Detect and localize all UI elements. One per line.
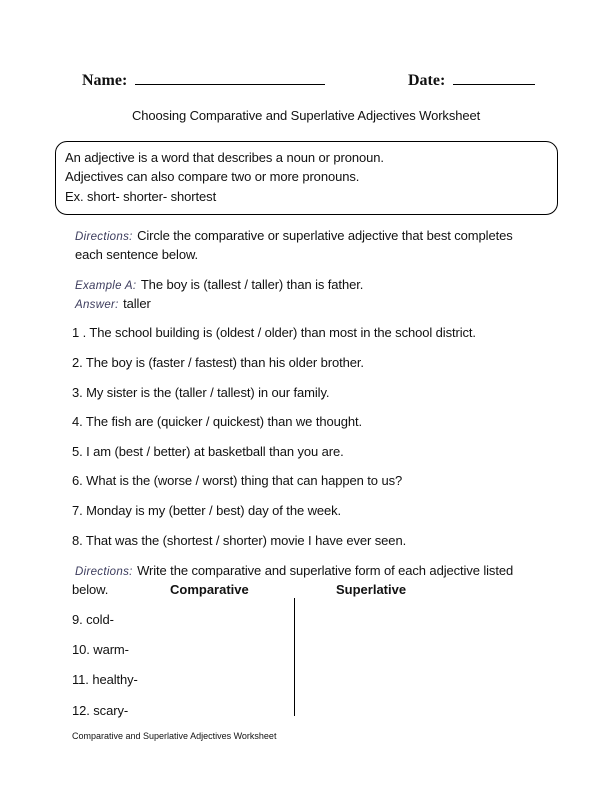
item-9: 9. cold-	[72, 612, 114, 627]
directions-text-cont: each sentence below.	[75, 247, 199, 262]
definition-example: Ex. short- shorter- shortest	[65, 189, 217, 204]
name-label: Name:	[82, 72, 128, 89]
example-label: Example A:	[75, 280, 137, 292]
example-text: The boy is (tallest / taller) than is father.	[140, 277, 364, 292]
question-6: 6. What is the (worse / worst) thing that can happen to us?	[72, 473, 403, 488]
question-7: 7. Monday is my (better / best) day of the week.	[72, 503, 342, 518]
definition-line-1: An adjective is a word that describes a noun or pronoun.	[65, 150, 384, 165]
directions-1	[75, 227, 513, 245]
directions-text-2-cont: below.	[72, 582, 109, 597]
worksheet-title: Choosing Comparative and Superlative Adjectives Worksheet	[132, 108, 481, 123]
question-8: 8. That was the (shortest / shorter) movie I have ever seen.	[72, 533, 407, 548]
name-input-line[interactable]	[135, 70, 325, 85]
date-label: Date:	[408, 72, 446, 89]
directions-2	[75, 562, 513, 580]
date-field-row	[408, 70, 535, 90]
answer-label: Answer:	[75, 299, 119, 311]
date-input-line[interactable]	[453, 70, 535, 85]
question-5: 5. I am (best / better) at basketball than you are.	[72, 444, 344, 459]
question-1: 1 . The school building is (oldest / older) than most in the school district.	[72, 325, 476, 340]
directions-text-2: Write the comparative and superlative form of each adjective listed	[137, 563, 514, 578]
footer-text: Comparative and Superlative Adjectives Worksheet	[72, 731, 277, 741]
column-superlative: Superlative	[336, 582, 407, 597]
column-divider	[294, 598, 295, 716]
directions-text: Circle the comparative or superlative adjective that best completes	[137, 228, 513, 243]
item-11: 11. healthy-	[72, 672, 138, 687]
answer-row	[75, 295, 151, 313]
example-row	[75, 276, 363, 294]
definition-line-2: Adjectives can also compare two or more pronouns.	[65, 169, 360, 184]
answer-text: taller	[123, 296, 151, 311]
question-4: 4. The fish are (quicker / quickest) than we thought.	[72, 414, 363, 429]
item-12: 12. scary-	[72, 703, 129, 718]
directions-label-2: Directions:	[75, 566, 133, 578]
directions-label: Directions:	[75, 231, 133, 243]
item-10: 10. warm-	[72, 642, 129, 657]
question-2: 2. The boy is (faster / fastest) than his older brother.	[72, 355, 364, 370]
column-comparative: Comparative	[170, 582, 249, 597]
question-3: 3. My sister is the (taller / tallest) in our family.	[72, 385, 330, 400]
name-field-row	[82, 70, 325, 90]
